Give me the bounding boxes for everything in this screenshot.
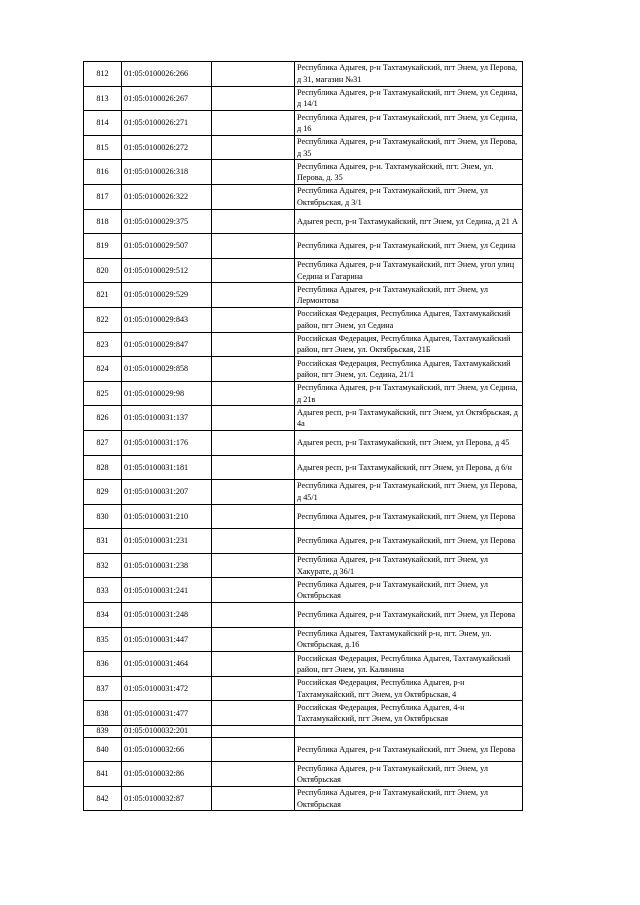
empty-cell bbox=[212, 676, 295, 701]
cadastral-number-cell: 01:05:0100031:207 bbox=[122, 480, 212, 505]
row-number-cell: 820 bbox=[84, 258, 122, 283]
row-number-cell: 834 bbox=[84, 603, 122, 628]
table-row bbox=[84, 627, 523, 652]
row-number-cell: 818 bbox=[84, 209, 122, 234]
table-row bbox=[84, 786, 523, 811]
row-number-cell: 825 bbox=[84, 381, 122, 406]
address-cell: Республика Адыгея, р-н Тахтамукайский, пгт Энем, ул Перова, д 35 bbox=[295, 135, 523, 160]
cadastral-number-cell: 01:05:0100026:271 bbox=[122, 111, 212, 136]
cadastral-number-cell: 01:05:0100031:248 bbox=[122, 603, 212, 628]
empty-cell bbox=[212, 737, 295, 762]
cadastral-number-cell: 01:05:0100026:272 bbox=[122, 135, 212, 160]
address-cell: Республика Адыгея, р-н. Тахтамукайский, пгт. Энем, ул. Перова, д. 35 bbox=[295, 160, 523, 185]
empty-cell bbox=[212, 652, 295, 677]
address-cell: Республика Адыгея, р-н Тахтамукайский, пгт Энем, ул Седина, д 14/1 bbox=[295, 86, 523, 111]
table-row bbox=[84, 701, 523, 726]
cadastral-number-cell: 01:05:0100029:507 bbox=[122, 234, 212, 259]
table-row bbox=[84, 430, 523, 455]
table-row bbox=[84, 652, 523, 677]
row-number-cell: 828 bbox=[84, 455, 122, 480]
registry-table-body bbox=[84, 62, 523, 811]
cadastral-number-cell: 01:05:0100029:512 bbox=[122, 258, 212, 283]
address-cell: Республика Адыгея, р-н Тахтамукайский, пгт Энем, ул Перова, д 45/1 bbox=[295, 480, 523, 505]
table-row bbox=[84, 283, 523, 308]
cadastral-number-cell: 01:05:0100029:529 bbox=[122, 283, 212, 308]
row-number-cell: 822 bbox=[84, 307, 122, 332]
address-cell: Республика Адыгея, р-н Тахтамукайский, пгт Энем, ул Хакурате, д 36/1 bbox=[295, 553, 523, 578]
row-number-cell: 821 bbox=[84, 283, 122, 308]
address-cell: Адыгея респ, р-н Тахтамукайский, пгт Энем, ул Октябрьская, д 4а bbox=[295, 406, 523, 431]
empty-cell bbox=[212, 283, 295, 308]
address-cell: Республика Адыгея, р-н Тахтамукайский, пгт Энем, ул Октябрьская bbox=[295, 786, 523, 811]
row-number-cell: 830 bbox=[84, 504, 122, 529]
empty-cell bbox=[212, 209, 295, 234]
row-number-cell: 835 bbox=[84, 627, 122, 652]
address-cell: Российская Федерация, Республика Адыгея, Тахтамукайский район, пгт Энем, ул. Калинина bbox=[295, 652, 523, 677]
row-number-cell: 815 bbox=[84, 135, 122, 160]
address-cell: Республика Адыгея, р-н Тахтамукайский, пгт Энем, ул Лермонтова bbox=[295, 283, 523, 308]
table-row bbox=[84, 578, 523, 603]
table-row bbox=[84, 234, 523, 259]
address-cell: Республика Адыгея, Тахтамукайский р-н, пгт. Энем, ул. Октябрьская, д.16 bbox=[295, 627, 523, 652]
row-number-cell: 842 bbox=[84, 786, 122, 811]
table-row bbox=[84, 62, 523, 87]
row-number-cell: 841 bbox=[84, 762, 122, 787]
empty-cell bbox=[212, 258, 295, 283]
row-number-cell: 817 bbox=[84, 184, 122, 209]
address-cell: Республика Адыгея, р-н Тахтамукайский, пгт Энем, ул Октябрьская, д 3/1 bbox=[295, 184, 523, 209]
cadastral-number-cell: 01:05:0100029:843 bbox=[122, 307, 212, 332]
cadastral-number-cell: 01:05:0100032:87 bbox=[122, 786, 212, 811]
address-cell: Адыгея респ, р-н Тахтамукайский, пгт Энем, ул Перова, д 6/н bbox=[295, 455, 523, 480]
address-cell: Республика Адыгея, р-н Тахтамукайский, пгт Энем, ул Седина, д 16 bbox=[295, 111, 523, 136]
cadastral-number-cell: 01:05:0100026:322 bbox=[122, 184, 212, 209]
address-cell: Адыгея респ, р-н Тахтамукайский, пгт Энем, ул Перова, д 45 bbox=[295, 430, 523, 455]
row-number-cell: 840 bbox=[84, 737, 122, 762]
row-number-cell: 832 bbox=[84, 553, 122, 578]
address-cell: Республика Адыгея, р-н Тахтамукайский, пгт Энем, ул Перова, д 31, магазин №31 bbox=[295, 62, 523, 87]
row-number-cell: 827 bbox=[84, 430, 122, 455]
empty-cell bbox=[212, 504, 295, 529]
empty-cell bbox=[212, 381, 295, 406]
empty-cell bbox=[212, 529, 295, 554]
address-cell: Адыгея респ, р-н Тахтамукайский, пгт Энем, ул Седина, д 21 А bbox=[295, 209, 523, 234]
table-row bbox=[84, 135, 523, 160]
address-cell: Республика Адыгея, р-н Тахтамукайский, пгт Энем, ул Перова bbox=[295, 737, 523, 762]
address-cell: Республика Адыгея, р-н Тахтамукайский, пгт Энем, угол улиц Седина и Гагарина bbox=[295, 258, 523, 283]
table-row bbox=[84, 455, 523, 480]
cadastral-number-cell: 01:05:0100032:66 bbox=[122, 737, 212, 762]
registry-table bbox=[83, 61, 523, 811]
table-row bbox=[84, 504, 523, 529]
cadastral-number-cell: 01:05:0100029:858 bbox=[122, 357, 212, 382]
address-cell: Республика Адыгея, р-н Тахтамукайский, пгт Энем, ул Октябрьская bbox=[295, 578, 523, 603]
empty-cell bbox=[212, 135, 295, 160]
cadastral-number-cell: 01:05:0100031:472 bbox=[122, 676, 212, 701]
cadastral-number-cell: 01:05:0100029:847 bbox=[122, 332, 212, 357]
cadastral-number-cell: 01:05:0100032:201 bbox=[122, 726, 212, 738]
cadastral-number-cell: 01:05:0100032:86 bbox=[122, 762, 212, 787]
table-row bbox=[84, 726, 523, 738]
address-cell: Российская Федерация, Республика Адыгея, Тахтамукайский район, пгт Энем, ул. Октябрьская, 21Б bbox=[295, 332, 523, 357]
empty-cell bbox=[212, 62, 295, 87]
empty-cell bbox=[212, 480, 295, 505]
table-row bbox=[84, 480, 523, 505]
empty-cell bbox=[212, 786, 295, 811]
cadastral-number-cell: 01:05:0100031:241 bbox=[122, 578, 212, 603]
row-number-cell: 813 bbox=[84, 86, 122, 111]
empty-cell bbox=[212, 184, 295, 209]
row-number-cell: 837 bbox=[84, 676, 122, 701]
cadastral-number-cell: 01:05:0100031:238 bbox=[122, 553, 212, 578]
cadastral-number-cell: 01:05:0100031:477 bbox=[122, 701, 212, 726]
cadastral-number-cell: 01:05:0100031:447 bbox=[122, 627, 212, 652]
cadastral-number-cell: 01:05:0100031:210 bbox=[122, 504, 212, 529]
row-number-cell: 824 bbox=[84, 357, 122, 382]
table-row bbox=[84, 111, 523, 136]
row-number-cell: 823 bbox=[84, 332, 122, 357]
empty-cell bbox=[212, 430, 295, 455]
cadastral-number-cell: 01:05:0100031:231 bbox=[122, 529, 212, 554]
empty-cell bbox=[212, 455, 295, 480]
table-row bbox=[84, 258, 523, 283]
empty-cell bbox=[212, 86, 295, 111]
table-row bbox=[84, 357, 523, 382]
address-cell: Российская Федерация, Республика Адыгея, 4-н Тахтамукайский, пгт Энем, ул Октябрьская bbox=[295, 701, 523, 726]
address-cell: Республика Адыгея, р-н Тахтамукайский, пгт Энем, ул Перова bbox=[295, 529, 523, 554]
table-row bbox=[84, 762, 523, 787]
row-number-cell: 816 bbox=[84, 160, 122, 185]
address-cell: Республика Адыгея, р-н Тахтамукайский, пгт Энем, ул Седина bbox=[295, 234, 523, 259]
table-row bbox=[84, 209, 523, 234]
address-cell: Российская Федерация, Республика Адыгея, Тахтамукайский район, пгт Энем, ул. Седина, 21/1 bbox=[295, 357, 523, 382]
table-row bbox=[84, 307, 523, 332]
cadastral-number-cell: 01:05:0100031:176 bbox=[122, 430, 212, 455]
empty-cell bbox=[212, 357, 295, 382]
empty-cell bbox=[212, 307, 295, 332]
empty-cell bbox=[212, 701, 295, 726]
cadastral-number-cell: 01:05:0100026:266 bbox=[122, 62, 212, 87]
table-row bbox=[84, 553, 523, 578]
empty-cell bbox=[212, 726, 295, 738]
table-row bbox=[84, 160, 523, 185]
table-row bbox=[84, 406, 523, 431]
row-number-cell: 812 bbox=[84, 62, 122, 87]
address-cell bbox=[295, 726, 523, 738]
cadastral-number-cell: 01:05:0100026:318 bbox=[122, 160, 212, 185]
empty-cell bbox=[212, 406, 295, 431]
empty-cell bbox=[212, 627, 295, 652]
cadastral-number-cell: 01:05:0100029:375 bbox=[122, 209, 212, 234]
empty-cell bbox=[212, 160, 295, 185]
table-row bbox=[84, 381, 523, 406]
table-row bbox=[84, 86, 523, 111]
address-cell: Российская Федерация, Республика Адыгея, Тахтамукайский район, пгт Энем, ул Седина bbox=[295, 307, 523, 332]
row-number-cell: 833 bbox=[84, 578, 122, 603]
address-cell: Республика Адыгея, р-н Тахтамукайский, пгт Энем, ул Седина, д 21в bbox=[295, 381, 523, 406]
empty-cell bbox=[212, 234, 295, 259]
row-number-cell: 829 bbox=[84, 480, 122, 505]
address-cell: Республика Адыгея, р-н Тахтамукайский, пгт Энем, ул Октябрьская bbox=[295, 762, 523, 787]
empty-cell bbox=[212, 578, 295, 603]
row-number-cell: 831 bbox=[84, 529, 122, 554]
cadastral-number-cell: 01:05:0100031:181 bbox=[122, 455, 212, 480]
row-number-cell: 836 bbox=[84, 652, 122, 677]
table-row bbox=[84, 184, 523, 209]
address-cell: Российская Федерация, Республика Адыгея, р-н Тахтамукайский, пгт Энем, ул Октябрьская, 4 bbox=[295, 676, 523, 701]
row-number-cell: 838 bbox=[84, 701, 122, 726]
table-row bbox=[84, 737, 523, 762]
empty-cell bbox=[212, 332, 295, 357]
empty-cell bbox=[212, 553, 295, 578]
row-number-cell: 826 bbox=[84, 406, 122, 431]
row-number-cell: 814 bbox=[84, 111, 122, 136]
table-row bbox=[84, 529, 523, 554]
row-number-cell: 819 bbox=[84, 234, 122, 259]
cadastral-number-cell: 01:05:0100026:267 bbox=[122, 86, 212, 111]
table-row bbox=[84, 332, 523, 357]
row-number-cell: 839 bbox=[84, 726, 122, 738]
cadastral-number-cell: 01:05:0100031:137 bbox=[122, 406, 212, 431]
cadastral-number-cell: 01:05:0100031:464 bbox=[122, 652, 212, 677]
address-cell: Республика Адыгея, р-н Тахтамукайский, пгт Энем, ул Перова bbox=[295, 504, 523, 529]
table-row bbox=[84, 676, 523, 701]
cadastral-number-cell: 01:05:0100029:98 bbox=[122, 381, 212, 406]
empty-cell bbox=[212, 603, 295, 628]
empty-cell bbox=[212, 762, 295, 787]
table-row bbox=[84, 603, 523, 628]
address-cell: Республика Адыгея, р-н Тахтамукайский, пгт Энем, ул Перова bbox=[295, 603, 523, 628]
empty-cell bbox=[212, 111, 295, 136]
